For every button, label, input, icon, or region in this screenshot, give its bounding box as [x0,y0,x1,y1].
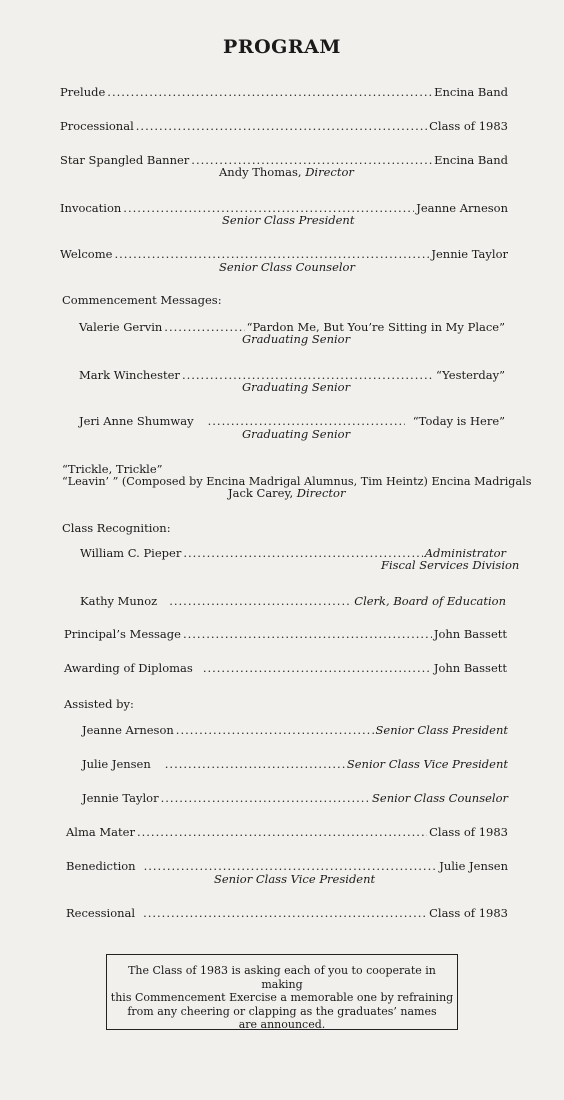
item-value: John Bassett [433,627,507,641]
dot-leader [107,85,432,100]
dot-leader [161,791,370,806]
audience-notice-box [106,954,458,1030]
notice-line: from any cheering or clapping as the graduates’ names [127,1004,437,1018]
item-subtitle: Graduating Senior [242,427,351,441]
item-subtitle: Graduating Senior [242,380,351,394]
dot-leader [203,661,432,676]
program-item-prelude [60,85,508,100]
dot-leader [143,906,427,921]
item-value: John Bassett [433,661,507,675]
item-label: Jennie Taylor [82,791,159,805]
item-label: Principal’s Message [64,627,181,641]
program-item-processional [60,119,508,134]
item-value: Jennie Taylor [431,247,508,261]
item-label: Mark Winchester [79,368,180,382]
item-label: Prelude [60,85,106,99]
item-label: William C. Pieper [80,546,182,560]
item-subtitle: Andy Thomas, Director [219,165,354,179]
item-value: Clerk, Board of Education [354,594,506,608]
dot-leader [136,119,427,134]
item-subtitle: Fiscal Services Division [381,558,520,572]
item-label: Jeanne Arneson [82,723,174,737]
item-label: Awarding of Diplomas [64,661,193,675]
item-value: Class of 1983 [429,906,508,920]
item-subtitle: Senior Class Counselor [219,260,355,274]
page-title: PROGRAM [223,36,341,58]
section-heading-class-recognition: Class Recognition: [62,521,171,535]
madrigal-song-1: “Trickle, Trickle” [62,462,163,476]
item-label: Alma Mater [66,825,135,839]
dot-leader [169,594,352,609]
item-value: Encina Band [434,85,508,99]
section-heading-commencement: Commencement Messages: [62,293,222,307]
program-item-principal [64,627,507,642]
item-value: Encina Band [434,153,508,167]
notice-line: this Commencement Exercise a memorable one by refraining [110,991,454,1004]
item-value: “Today is Here” [412,414,505,428]
item-label: Recessional [66,906,136,920]
item-label: Welcome [60,247,113,261]
dot-leader [176,723,374,738]
item-label: Benediction [66,859,136,873]
item-label: Invocation [60,201,122,215]
item-value: Administrator [424,546,506,560]
item-label: Kathy Munoz [80,594,158,608]
dot-leader [164,320,244,335]
program-item-recessional [66,906,508,921]
item-value: Senior Class Counselor [372,791,508,805]
madrigal-song-2: “Leavin’ ” (Composed by Encina Madrigal Alumnus, Tim Heintz) Encina Madrigals [62,475,532,488]
program-item-munoz [80,594,506,609]
notice-line: The Class of 1983 is asking each of you to cooperate in making [128,964,436,991]
item-value: Class of 1983 [429,825,508,839]
item-label: Jeri Anne Shumway [79,414,194,428]
program-item-arneson [82,723,508,738]
dot-leader [165,757,345,772]
program-item-diplomas [64,661,507,676]
program-item-taylor [82,791,508,806]
notice-line: are announced. [238,1018,326,1031]
item-value: Julie Jensen [439,859,508,873]
dot-leader [137,825,427,840]
item-subtitle: Graduating Senior [242,332,351,346]
item-value: “Pardon Me, But You’re Sitting in My Place” [246,320,505,334]
dot-leader [183,627,432,642]
item-value: Class of 1983 [429,119,508,133]
item-label: Valerie Gervin [79,320,163,334]
item-label: Processional [60,119,134,133]
item-value: Senior Class President [375,723,508,737]
item-subtitle: Senior Class President [222,213,355,227]
item-value: “Yesterday” [435,368,505,382]
section-heading-assisted: Assisted by: [64,697,134,711]
program-item-alma-mater [66,825,508,840]
program-item-jensen [82,757,508,772]
item-value: Jeanne Arneson [416,201,508,215]
item-label: Star Spangled Banner [60,153,190,167]
item-subtitle: Jack Carey, Director [228,486,346,500]
item-value: Senior Class Vice President [346,757,508,771]
item-label: Julie Jensen [82,757,151,771]
item-subtitle: Senior Class Vice President [214,872,376,886]
